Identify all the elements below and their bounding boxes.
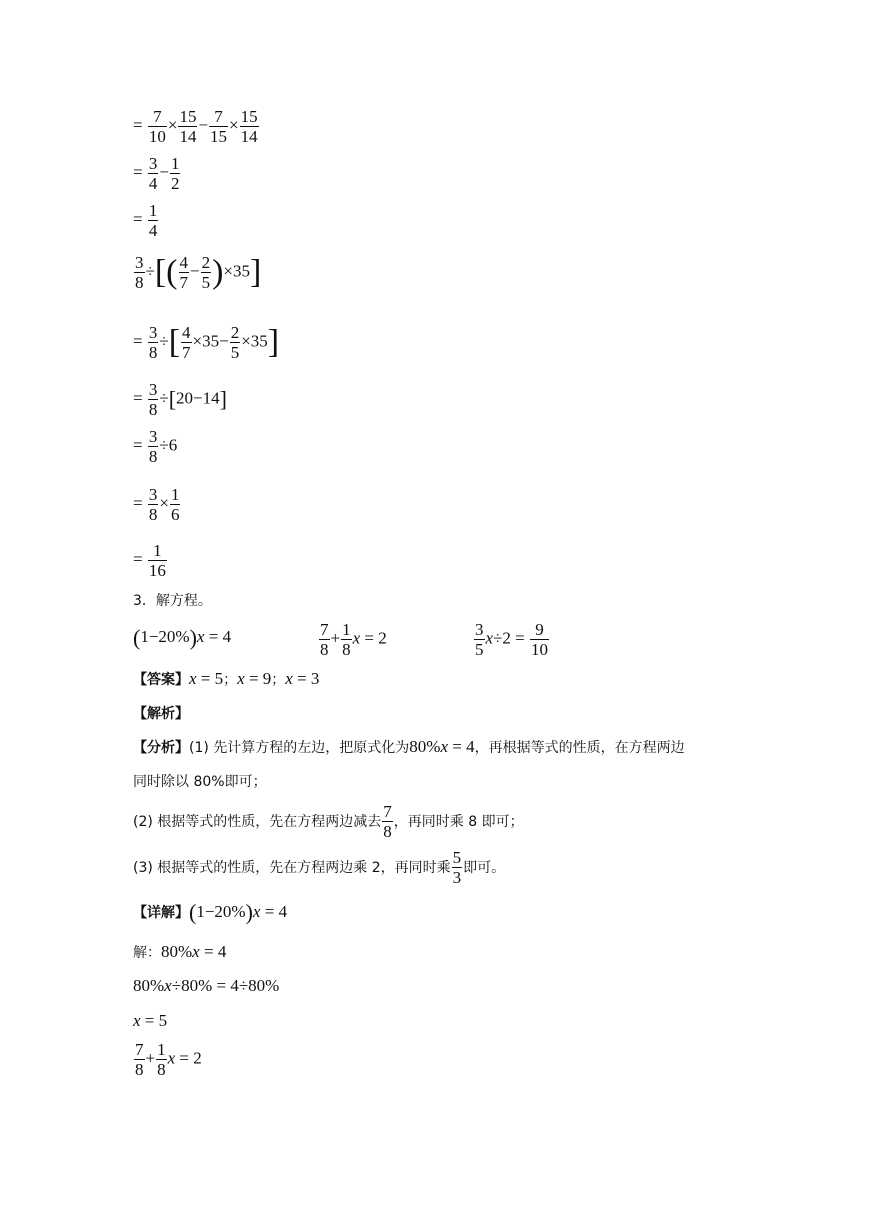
solution-label: 解： bbox=[133, 945, 161, 961]
percent-sign: % bbox=[231, 902, 246, 921]
numerator: 1 bbox=[148, 201, 158, 220]
denominator: 2 bbox=[170, 174, 180, 193]
minus-sign: − bbox=[159, 162, 169, 182]
analysis-line-1 bbox=[133, 737, 685, 758]
equals-sign: = bbox=[133, 549, 143, 569]
equals-sign: = bbox=[203, 942, 214, 961]
fraction bbox=[148, 541, 167, 580]
fraction bbox=[148, 201, 159, 240]
fraction bbox=[179, 253, 190, 292]
denominator: 6 bbox=[170, 505, 180, 524]
analysis-line-4 bbox=[133, 848, 505, 887]
times-sign: × bbox=[229, 115, 239, 135]
numerator: 7 bbox=[209, 107, 228, 127]
fraction bbox=[382, 802, 393, 841]
equals-sign: = bbox=[216, 976, 227, 995]
number: 2 bbox=[378, 628, 387, 648]
divide-sign: ÷ bbox=[145, 261, 155, 281]
analysis-line-2: 同时除以 80%即可； bbox=[133, 774, 267, 790]
variable-x: x bbox=[189, 669, 197, 688]
times-sign: × bbox=[192, 331, 203, 351]
equals-sign: = bbox=[133, 493, 143, 513]
left-paren: ( bbox=[133, 625, 141, 651]
variable-x: x bbox=[133, 1011, 141, 1030]
denominator: 8 bbox=[148, 343, 158, 362]
equals-sign: = bbox=[144, 1011, 155, 1030]
detail-label: 【详解】 bbox=[133, 905, 189, 921]
answer-value: 3 bbox=[310, 669, 320, 688]
numerator: 2 bbox=[230, 323, 240, 342]
equals-sign: = bbox=[264, 902, 275, 921]
step-9 bbox=[133, 541, 168, 580]
denominator: 5 bbox=[230, 343, 240, 362]
numerator: 3 bbox=[148, 427, 158, 446]
numerator: 1 bbox=[157, 1040, 166, 1059]
numerator: 7 bbox=[148, 107, 167, 127]
analysis-text: 即可。 bbox=[463, 860, 506, 876]
number: 6 bbox=[168, 435, 178, 455]
denominator: 10 bbox=[148, 127, 166, 146]
separator: ； bbox=[223, 672, 238, 688]
equals-sign: = bbox=[133, 162, 143, 182]
equals-sign: = bbox=[133, 435, 143, 455]
variable-x: x bbox=[237, 669, 245, 688]
variable-x: x bbox=[285, 669, 293, 688]
numerator: 15 bbox=[179, 107, 197, 126]
numerator: 7 bbox=[383, 802, 392, 821]
left-bracket: [ bbox=[168, 323, 181, 361]
analysis-text: (2) 根据等式的性质，先在方程两边减去 bbox=[133, 814, 382, 830]
step-4 bbox=[133, 253, 261, 292]
detail-line-1 bbox=[133, 942, 226, 963]
answer-label: 【答案】 bbox=[133, 672, 189, 688]
numerator: 3 bbox=[135, 253, 144, 272]
variable-x: x bbox=[352, 628, 361, 648]
numerator: 15 bbox=[240, 107, 258, 126]
numerator: 3 bbox=[475, 620, 484, 639]
divide-sign: ÷ bbox=[171, 976, 182, 995]
denominator: 4 bbox=[148, 174, 158, 193]
fraction bbox=[148, 154, 159, 193]
number: 2 bbox=[502, 628, 511, 648]
denominator: 15 bbox=[210, 127, 228, 146]
fraction bbox=[319, 620, 330, 659]
equation-1 bbox=[133, 625, 232, 651]
equals-sign: = bbox=[133, 388, 143, 408]
right-bracket: ] bbox=[219, 386, 227, 412]
numerator: 1 bbox=[148, 541, 167, 561]
left-bracket: [ bbox=[154, 253, 167, 291]
numerator: 2 bbox=[201, 253, 211, 272]
analysis-line-3 bbox=[133, 802, 524, 841]
percent-value: 80% bbox=[133, 976, 165, 995]
equals-sign: = bbox=[515, 628, 525, 648]
times-sign: × bbox=[159, 493, 169, 513]
fraction bbox=[170, 485, 181, 524]
variable-x: x bbox=[196, 627, 205, 646]
denominator: 5 bbox=[201, 273, 211, 292]
left-paren: ( bbox=[166, 253, 178, 291]
percent-value: 80% bbox=[409, 737, 441, 756]
denominator: 16 bbox=[148, 561, 166, 580]
fraction bbox=[148, 485, 159, 524]
fraction bbox=[148, 323, 159, 362]
right-paren: ) bbox=[212, 253, 224, 291]
number: 4 bbox=[230, 976, 239, 995]
percent-value: 80% bbox=[248, 976, 280, 995]
equals-sign: = bbox=[452, 737, 462, 756]
equals-sign: = bbox=[133, 209, 143, 229]
number: 4 bbox=[466, 737, 475, 756]
minus-sign: − bbox=[198, 115, 209, 135]
numerator: 7 bbox=[320, 620, 329, 639]
minus-sign: − bbox=[219, 331, 229, 351]
analysis-text: ，再同时乘 8 即可； bbox=[393, 814, 524, 830]
numerator: 3 bbox=[148, 485, 158, 504]
number: 4 bbox=[222, 627, 232, 646]
divide-sign: ÷ bbox=[159, 388, 169, 408]
divide-sign: ÷ bbox=[159, 435, 169, 455]
fraction bbox=[230, 323, 241, 362]
minus-sign: − bbox=[190, 261, 200, 281]
detail-line-4 bbox=[133, 1040, 202, 1079]
fraction bbox=[170, 154, 181, 193]
denominator: 8 bbox=[320, 640, 329, 659]
step-8 bbox=[133, 485, 181, 524]
plus-sign: + bbox=[145, 1048, 156, 1068]
numerator: 7 bbox=[135, 1040, 144, 1059]
step-3 bbox=[133, 201, 159, 240]
right-bracket: ] bbox=[267, 323, 280, 361]
number: 5 bbox=[158, 1011, 168, 1030]
numerator: 9 bbox=[530, 620, 549, 640]
analysis-heading: 【解析】 bbox=[133, 706, 189, 722]
question-3-title: 3．解方程。 bbox=[133, 593, 212, 609]
numerator: 3 bbox=[148, 380, 158, 399]
denominator: 10 bbox=[530, 640, 548, 659]
number: 35 bbox=[250, 331, 268, 351]
analysis-text: (3) 根据等式的性质，先在方程两边乘 2，再同时乘 bbox=[133, 860, 451, 876]
answer-line bbox=[133, 669, 319, 690]
step-5 bbox=[133, 323, 279, 362]
detail-line-3 bbox=[133, 1011, 167, 1031]
equals-sign: = bbox=[297, 669, 307, 688]
equals-sign: = bbox=[200, 669, 211, 688]
denominator: 8 bbox=[135, 273, 144, 292]
denominator: 14 bbox=[240, 127, 258, 146]
fraction bbox=[178, 107, 197, 146]
right-paren: ) bbox=[245, 899, 253, 925]
number: 4 bbox=[278, 902, 288, 921]
variable-x: x bbox=[167, 1048, 176, 1068]
step-2 bbox=[133, 154, 181, 193]
right-bracket: ] bbox=[250, 253, 262, 291]
fraction bbox=[134, 1040, 145, 1079]
percent-sign: % bbox=[175, 627, 190, 646]
fraction bbox=[148, 427, 159, 466]
denominator: 8 bbox=[135, 1060, 144, 1079]
numerator: 4 bbox=[182, 323, 191, 342]
step-1 bbox=[133, 107, 260, 146]
denominator: 14 bbox=[179, 127, 197, 146]
plus-sign: + bbox=[330, 628, 341, 648]
variable-x: x bbox=[252, 902, 261, 921]
fraction bbox=[240, 107, 259, 146]
denominator: 8 bbox=[342, 640, 351, 659]
answer-value: 5 bbox=[214, 669, 224, 688]
times-sign: × bbox=[241, 331, 251, 351]
step-6 bbox=[133, 380, 227, 419]
numerator: 3 bbox=[148, 323, 158, 342]
number: 2 bbox=[193, 1048, 202, 1068]
times-sign: × bbox=[223, 261, 234, 281]
denominator: 4 bbox=[148, 221, 158, 240]
denominator: 5 bbox=[475, 640, 484, 659]
variable-x: x bbox=[164, 976, 172, 995]
numerator: 1 bbox=[342, 620, 351, 639]
paren-content: 1−20 bbox=[140, 627, 176, 646]
right-paren: ) bbox=[189, 625, 197, 651]
denominator: 8 bbox=[157, 1060, 166, 1079]
fraction bbox=[148, 380, 159, 419]
numerator: 3 bbox=[148, 154, 158, 173]
fraction bbox=[134, 253, 145, 292]
fraction bbox=[181, 323, 192, 362]
number: 35 bbox=[233, 261, 251, 281]
detail-heading bbox=[133, 899, 288, 925]
percent-value: 80% bbox=[161, 942, 193, 961]
percent-value: 80% bbox=[181, 976, 213, 995]
numerator: 4 bbox=[179, 253, 188, 272]
fraction bbox=[201, 253, 212, 292]
fraction bbox=[209, 107, 228, 146]
denominator: 7 bbox=[179, 273, 188, 292]
times-sign: × bbox=[167, 115, 178, 135]
paren-content: 1−20 bbox=[196, 902, 232, 921]
denominator: 3 bbox=[452, 868, 462, 887]
variable-x: x bbox=[440, 737, 448, 756]
left-paren: ( bbox=[189, 899, 197, 925]
variable-x: x bbox=[485, 628, 494, 648]
equals-sign: = bbox=[133, 331, 143, 351]
fraction bbox=[156, 1040, 167, 1079]
detail-line-2 bbox=[133, 976, 279, 996]
divide-sign: ÷ bbox=[238, 976, 249, 995]
answer-value: 9 bbox=[262, 669, 272, 688]
equals-sign: = bbox=[208, 627, 219, 646]
numerator: 1 bbox=[170, 485, 180, 504]
left-bracket: [ bbox=[168, 386, 177, 412]
denominator: 8 bbox=[383, 822, 392, 841]
denominator: 8 bbox=[148, 400, 158, 419]
analysis-text: (1) 先计算方程的左边，把原式化为 bbox=[189, 740, 410, 756]
variable-x: x bbox=[192, 942, 200, 961]
equation-2 bbox=[318, 620, 387, 659]
equation-3 bbox=[473, 620, 550, 659]
analysis-text: ，再根据等式的性质，在方程两边 bbox=[474, 740, 685, 756]
fraction bbox=[341, 620, 352, 659]
bracket-content: 20−14 bbox=[176, 388, 220, 408]
fraction bbox=[530, 620, 549, 659]
separator: ； bbox=[271, 672, 286, 688]
numerator: 1 bbox=[170, 154, 180, 173]
fraction bbox=[148, 107, 167, 146]
fraction bbox=[452, 848, 463, 887]
equals-sign: = bbox=[133, 115, 143, 135]
equals-sign: = bbox=[248, 669, 259, 688]
fraction bbox=[474, 620, 485, 659]
denominator: 7 bbox=[182, 343, 191, 362]
equals-sign: = bbox=[179, 1048, 189, 1068]
number: 4 bbox=[217, 942, 227, 961]
number: 35 bbox=[202, 331, 220, 351]
denominator: 8 bbox=[148, 505, 158, 524]
divide-sign: ÷ bbox=[493, 628, 503, 648]
divide-sign: ÷ bbox=[159, 331, 169, 351]
equals-sign: = bbox=[364, 628, 374, 648]
denominator: 8 bbox=[148, 447, 158, 466]
analysis-label: 【分析】 bbox=[133, 740, 189, 756]
step-7 bbox=[133, 427, 177, 466]
numerator: 5 bbox=[452, 848, 462, 867]
